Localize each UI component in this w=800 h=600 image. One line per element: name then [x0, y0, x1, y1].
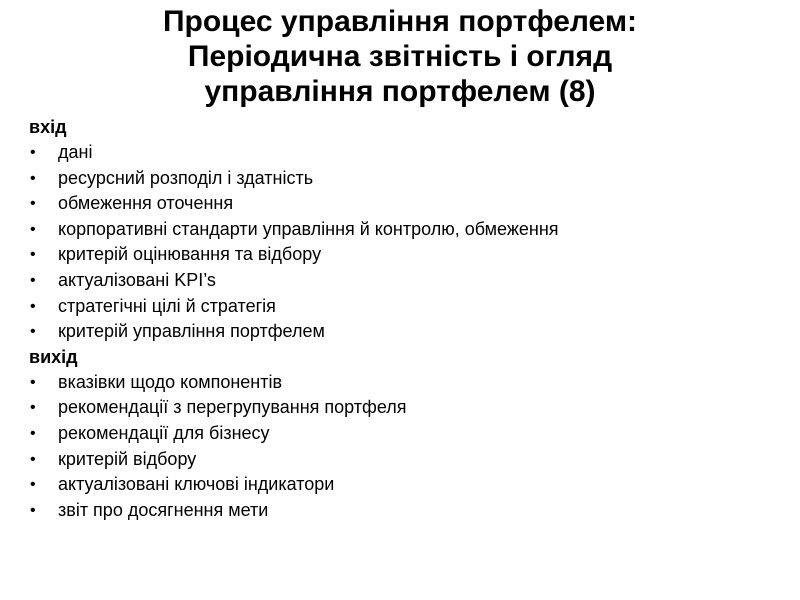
title-line: Процес управління портфелем:	[162, 5, 638, 38]
bullet-icon: •	[30, 373, 36, 391]
bullet-icon: •	[30, 501, 36, 519]
output-section-label: вихід	[29, 346, 78, 367]
list-item-text: актуалізовані ключові індикатори	[58, 474, 335, 495]
list-item-text: дані	[58, 142, 93, 162]
bullet-icon: •	[30, 220, 36, 238]
list-item-text: корпоративні стандарти управління й контролю, обмеження	[58, 218, 559, 239]
list-item	[29, 421, 789, 447]
slide-body	[29, 115, 789, 523]
list-item-text: звіт про досягнення мети	[58, 499, 269, 520]
bullet-icon: •	[30, 246, 36, 264]
bullet-icon: •	[30, 271, 36, 289]
input-list	[29, 140, 789, 345]
list-item	[29, 472, 789, 498]
list-item	[29, 191, 789, 217]
list-item-text: критерій оцінювання та відбору	[58, 244, 322, 265]
bullet-icon: •	[30, 450, 36, 468]
list-item-text: актуалізовані KPI’s	[58, 269, 216, 290]
input-section-label: вхід	[29, 117, 67, 137]
list-item	[29, 242, 789, 268]
list-item	[29, 370, 789, 396]
bullet-icon: •	[30, 195, 36, 213]
list-item	[29, 294, 789, 320]
list-item-text: рекомендації з перегрупування портфеля	[58, 397, 407, 418]
bullet-icon: •	[30, 169, 36, 187]
bullet-icon: •	[30, 144, 36, 161]
list-item-text: стратегічні цілі й стратегія	[58, 295, 276, 316]
bullet-icon: •	[30, 424, 36, 442]
slide-title	[0, 4, 800, 109]
list-item-text: ресурсний розподіл і здатність	[58, 167, 314, 188]
title-line: Періодична звітність і огляд	[187, 40, 613, 73]
list-item	[29, 395, 789, 421]
list-item	[29, 140, 789, 166]
list-item	[29, 217, 789, 243]
bullet-icon: •	[30, 476, 36, 494]
list-item-text: вказівки щодо компонентів	[58, 371, 283, 392]
list-item	[29, 319, 789, 345]
list-item-text: обмеження оточення	[58, 193, 234, 214]
output-list	[29, 370, 789, 524]
list-item	[29, 166, 789, 192]
bullet-icon: •	[30, 399, 36, 417]
list-item	[29, 268, 789, 294]
list-item-text: рекомендації для бізнесу	[58, 422, 270, 443]
list-item	[29, 498, 789, 524]
list-item	[29, 447, 789, 473]
list-item-text: критерій відбору	[58, 448, 197, 469]
title-line: управління портфелем (8)	[204, 75, 596, 108]
bullet-icon: •	[30, 297, 36, 315]
bullet-icon: •	[30, 323, 36, 341]
list-item-text: критерій управління портфелем	[58, 321, 325, 342]
